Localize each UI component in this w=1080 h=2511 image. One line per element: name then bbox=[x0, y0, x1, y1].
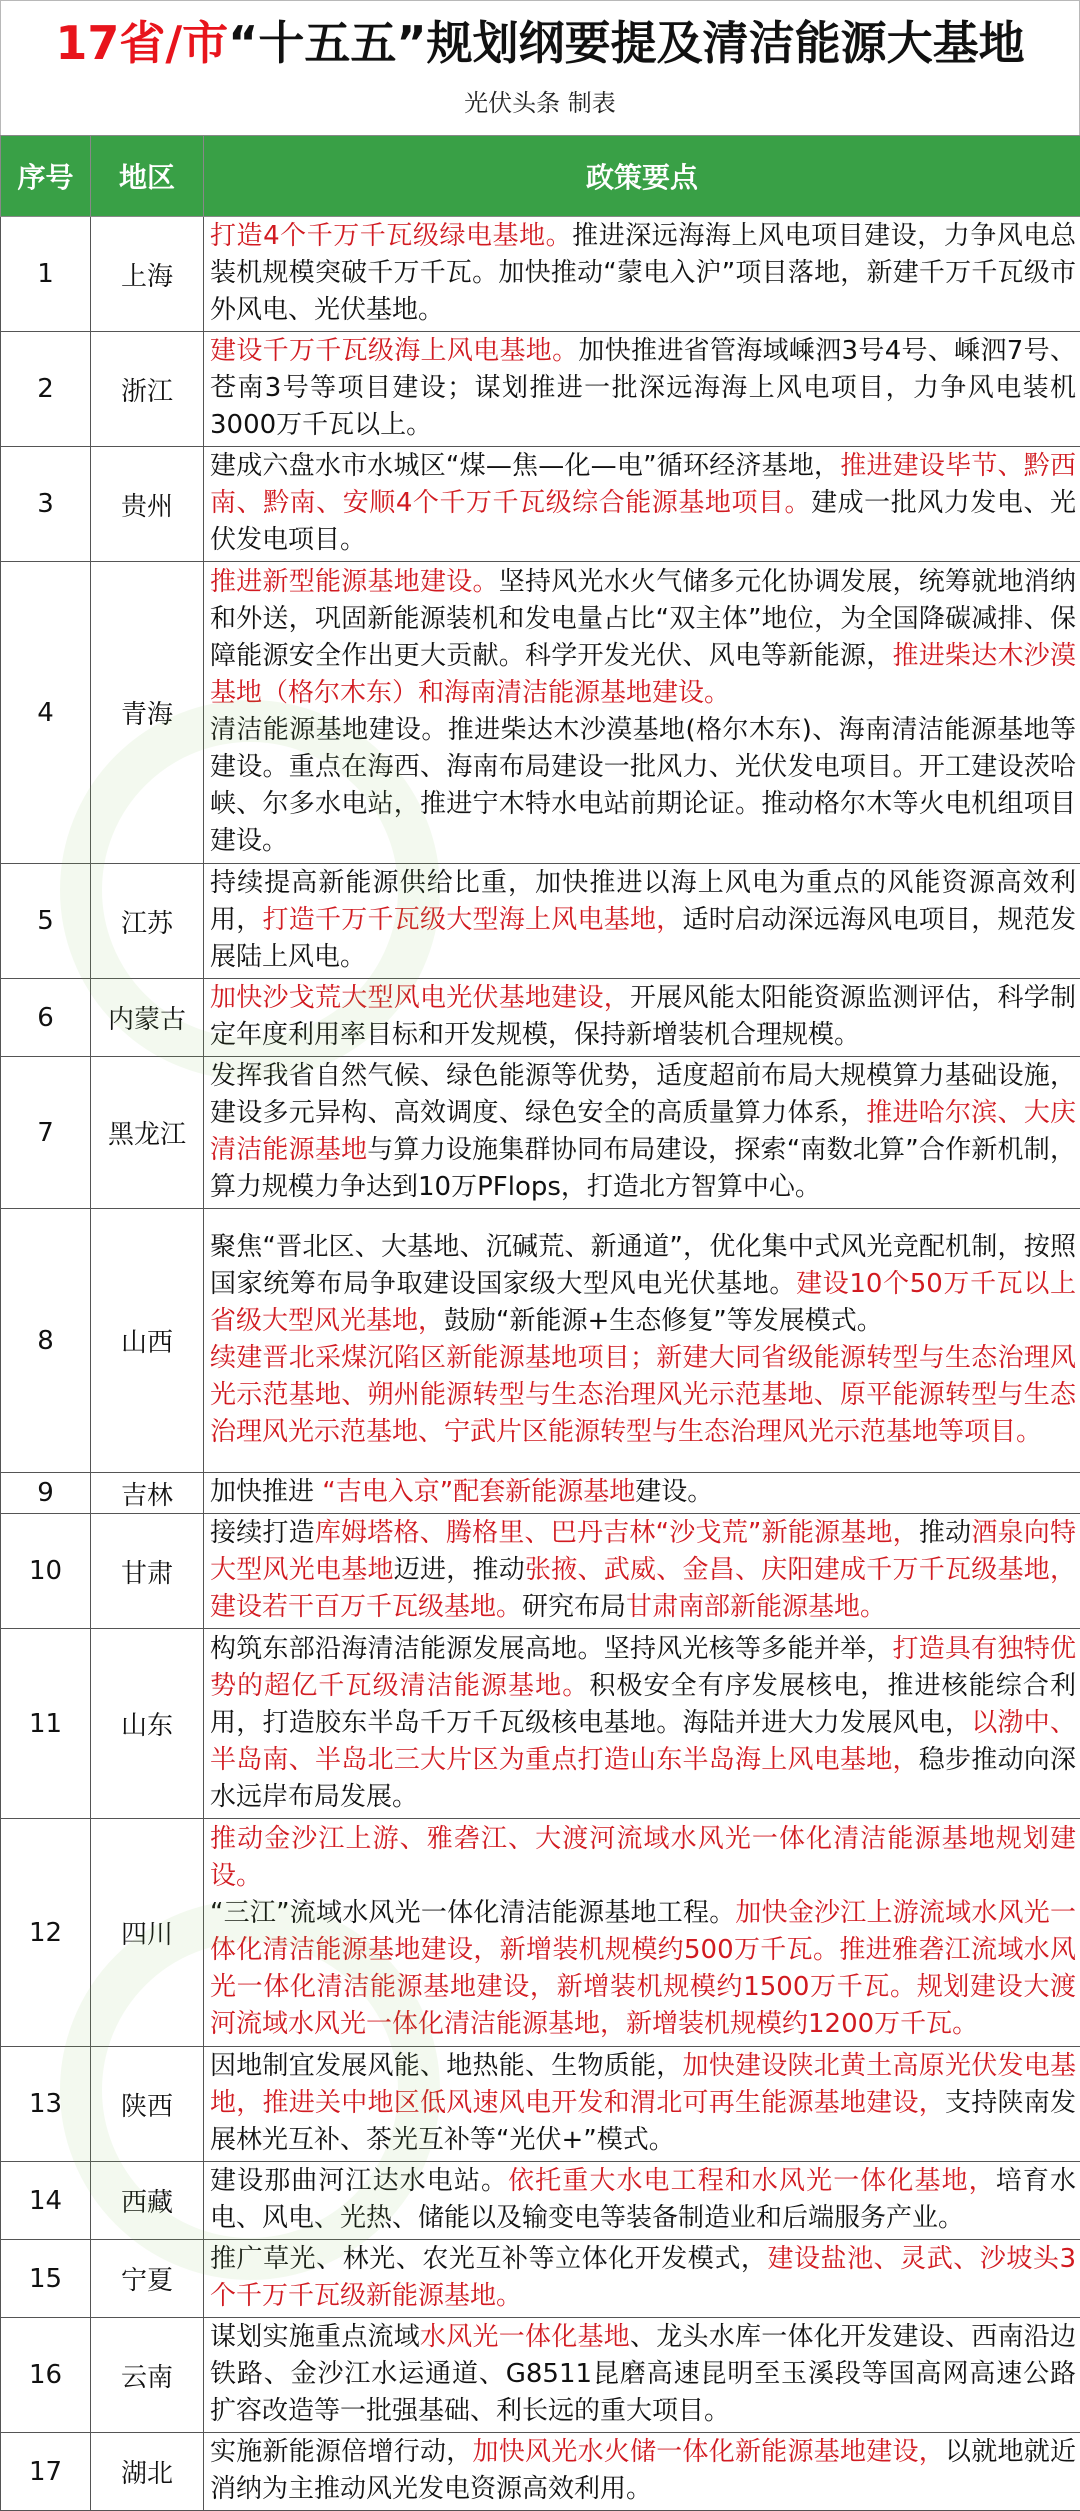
page-subtitle: 光伏头条 制表 bbox=[1, 83, 1079, 123]
row-index: 1 bbox=[1, 217, 91, 332]
policy-text: 建设。 bbox=[635, 1477, 713, 1507]
row-region: 贵州 bbox=[91, 447, 204, 562]
row-region: 甘肃 bbox=[91, 1514, 204, 1629]
row-policy bbox=[204, 1209, 1080, 1473]
row-region: 青海 bbox=[91, 562, 204, 864]
table-row bbox=[1, 1473, 1080, 1514]
policy-highlight-text: 建设盐池、灵武、沙坡头3个千万千瓦级新能源基地。 bbox=[210, 2244, 1076, 2311]
policy-highlight-text: 加快金沙江上游流域水风光一体化清洁能源基地建设，新增装机规模约500万千瓦。推进雅砻江流域水风光一体化清洁能源基地建设，新增装机规模约1500万千瓦。规划建设大渡河流域水风光一体化清洁能源基地，新增装机规模约1200万千瓦。 bbox=[210, 1898, 1076, 2039]
row-policy bbox=[204, 2162, 1080, 2240]
table-row bbox=[1, 217, 1080, 332]
policy-highlight-text: 打造千万千瓦级大型海上风电基地， bbox=[263, 905, 683, 935]
row-region: 陕西 bbox=[91, 2047, 204, 2162]
row-index: 12 bbox=[1, 1819, 91, 2047]
policy-highlight-text: 续建晋北采煤沉陷区新能源基地项目；新建大同省级能源转型与生态治理风光示范基地、朔州能源转型与生态治理风光示范基地、原平能源转型与生态治理风光示范基地、宁武片区能源转型与生态治理风光示范基地等项目。 bbox=[210, 1343, 1076, 1447]
policy-text: 坚持风光水火气储多元化协调发展，统筹就地消纳和外送，巩固新能源装机和发电量占比“双主体”地位，为全国降碳减排、保障能源安全作出更大贡献。科学开发光伏、风电等新能源， bbox=[210, 567, 1076, 671]
row-index: 14 bbox=[1, 2162, 91, 2240]
row-region: 西藏 bbox=[91, 2162, 204, 2240]
policy-text: 加快推进 bbox=[210, 1477, 322, 1507]
page-title bbox=[1, 1, 1079, 83]
policy-highlight-text: 水风光一体化基地 bbox=[420, 2322, 630, 2352]
policy-text: 发挥我省自然气候、绿色能源等优势，适度超前布局大规模算力基础设施，建设多元异构、高效调度、绿色安全的高质量算力体系， bbox=[210, 1061, 1076, 1128]
policy-highlight-text: 库姆塔格、腾格里、巴丹吉林“沙戈荒”新能源基地， bbox=[315, 1518, 919, 1548]
policy-highlight-text: 酒泉向特大型风光电基地 bbox=[210, 1518, 1076, 1585]
row-policy bbox=[204, 2318, 1080, 2433]
header-policy: 政策要点 bbox=[204, 136, 1080, 217]
table-row bbox=[1, 1514, 1080, 1629]
table-row bbox=[1, 2433, 1080, 2511]
row-index: 2 bbox=[1, 332, 91, 447]
title-main: “十五五”规划纲要提及清洁能源大基地 bbox=[228, 16, 1024, 70]
policy-text: 以就地就近消纳为主推动风光发电资源高效利用。 bbox=[210, 2437, 1076, 2504]
row-policy bbox=[204, 2047, 1080, 2162]
row-index: 4 bbox=[1, 562, 91, 864]
table-row bbox=[1, 1209, 1080, 1473]
table-body bbox=[1, 217, 1080, 2511]
policy-text: 、龙头水库一体化开发建设、西南沿边铁路、金沙江水运通道、G8511昆磨高速昆明至玉溪段等国高网高速公路扩容改造等一批强基础、利长远的重大项目。 bbox=[210, 2322, 1076, 2426]
policy-highlight-text: 依托重大水电工程和水风光一体化基地， bbox=[508, 2166, 996, 2196]
table-row bbox=[1, 2047, 1080, 2162]
row-policy bbox=[204, 1514, 1080, 1629]
policy-text: 培育水电、风电、光热、储能以及输变电等装备制造业和后端服务产业。 bbox=[210, 2166, 1076, 2233]
policy-highlight-text: 加快沙戈荒大型风电光伏基地建设， bbox=[210, 983, 630, 1013]
row-region: 宁夏 bbox=[91, 2240, 204, 2318]
policy-text: 开展风能太阳能资源监测评估，科学制定年度利用率目标和开发规模，保持新增装机合理规模。 bbox=[210, 983, 1076, 1050]
table-row bbox=[1, 1629, 1080, 1819]
policy-highlight-text: 打造具有独特优势的超亿千瓦级清洁能源基地。 bbox=[210, 1634, 1076, 1701]
policy-text: 清洁能源基地建设。推进柴达木沙漠基地(格尔木东)、海南清洁能源基地等建设。重点在海西、海南布局建设一批风力、光伏发电项目。开工建设茨哈峡、尔多水电站，推进宁木特水电站前期论证。推动格尔木等火电机组项目建设。 bbox=[210, 715, 1076, 856]
table-row bbox=[1, 2318, 1080, 2433]
policy-highlight-text: 推进柴达木沙漠基地（格尔木东）和海南清洁能源基地建设。 bbox=[210, 641, 1076, 708]
row-policy bbox=[204, 562, 1080, 864]
row-index: 5 bbox=[1, 864, 91, 979]
policy-text: 迈进，推动 bbox=[394, 1555, 525, 1585]
row-index: 9 bbox=[1, 1473, 91, 1514]
row-index: 11 bbox=[1, 1629, 91, 1819]
row-policy bbox=[204, 2240, 1080, 2318]
row-region: 吉林 bbox=[91, 1473, 204, 1514]
policy-text: 加快推进省管海域嵊泗3号4号、嵊泗7号、苍南3号等项目建设；谋划推进一批深远海海上风电项目，力争风电装机3000万千瓦以上。 bbox=[210, 336, 1076, 440]
policy-highlight-text: 推进哈尔滨、大庆清洁能源基地 bbox=[210, 1098, 1076, 1165]
row-policy bbox=[204, 2433, 1080, 2511]
policy-text: 实施新能源倍增行动， bbox=[210, 2437, 473, 2467]
row-index: 6 bbox=[1, 979, 91, 1057]
policy-text: 建设那曲河江达水电站。 bbox=[210, 2166, 508, 2196]
row-index: 7 bbox=[1, 1057, 91, 1209]
policy-text: 推广草光、林光、农光互补等立体化开发模式， bbox=[210, 2244, 767, 2274]
policy-highlight-text: 建设10个50万千瓦以上省级大型风光基地， bbox=[210, 1269, 1076, 1336]
policy-text: 推进深远海海上风电项目建设，力争风电总装机规模突破千万千瓦。加快推动“蒙电入沪”项目落地，新建千万千瓦级市外风电、光伏基地。 bbox=[210, 221, 1076, 325]
policy-text: 聚焦“晋北区、大基地、沉碱荒、新通道”，优化集中式风光竞配机制，按照国家统筹布局争取建设国家级大型风电光伏基地。 bbox=[210, 1232, 1076, 1299]
policy-highlight-text: 打造4个千万千瓦级绿电基地。 bbox=[210, 221, 572, 251]
row-policy bbox=[204, 332, 1080, 447]
policy-text: 接续打造 bbox=[210, 1518, 315, 1548]
row-index: 13 bbox=[1, 2047, 91, 2162]
title-prefix: 17省/市 bbox=[55, 16, 228, 70]
policy-highlight-text: “吉电入京”配套新能源基地 bbox=[322, 1477, 635, 1507]
table-row bbox=[1, 1057, 1080, 1209]
row-region: 黑龙江 bbox=[91, 1057, 204, 1209]
policy-highlight-text: 加快风光水火储一体化新能源基地建设， bbox=[473, 2437, 945, 2467]
policy-text: 稳步推动向深水远岸布局发展。 bbox=[210, 1745, 1076, 1812]
row-region: 上海 bbox=[91, 217, 204, 332]
row-index: 17 bbox=[1, 2433, 91, 2511]
policy-highlight-text: 推进建设毕节、黔西南、黔南、安顺4个千万千瓦级综合能源基地项目。 bbox=[210, 451, 1076, 518]
table-row bbox=[1, 1819, 1080, 2047]
policy-text: 适时启动深远海风电项目，规范发展陆上风电。 bbox=[210, 905, 1076, 972]
row-policy bbox=[204, 1629, 1080, 1819]
row-policy bbox=[204, 1819, 1080, 2047]
policy-highlight-text: 建设千万千瓦级海上风电基地。 bbox=[210, 336, 578, 366]
table-row bbox=[1, 979, 1080, 1057]
row-region: 山西 bbox=[91, 1209, 204, 1473]
policy-highlight-text: 推动金沙江上游、雅砻江、大渡河流域水风光一体化清洁能源基地规划建设。 bbox=[210, 1824, 1076, 1891]
policy-text: 构筑东部沿海清洁能源发展高地。坚持风光核等多能并举， bbox=[210, 1634, 892, 1664]
header-index: 序号 bbox=[1, 136, 91, 217]
row-region: 内蒙古 bbox=[91, 979, 204, 1057]
policy-highlight-text: 张掖、武威、金昌、庆阳建成千万千瓦级基地，建设若干百万千瓦级基地。 bbox=[210, 1555, 1076, 1622]
row-index: 15 bbox=[1, 2240, 91, 2318]
row-region: 浙江 bbox=[91, 332, 204, 447]
policy-highlight-text: 推进新型能源基地建设。 bbox=[210, 567, 499, 597]
row-region: 江苏 bbox=[91, 864, 204, 979]
row-index: 16 bbox=[1, 2318, 91, 2433]
table-row bbox=[1, 2162, 1080, 2240]
row-region: 云南 bbox=[91, 2318, 204, 2433]
title-block bbox=[0, 0, 1080, 135]
table-row bbox=[1, 332, 1080, 447]
policy-highlight-text: 加快建设陕北黄土高原光伏发电基地，推进关中地区低风速风电开发和渭北可再生能源基地建设， bbox=[210, 2051, 1076, 2118]
policy-highlight-text: 以渤中、半岛南、半岛北三大片区为重点打造山东半岛海上风电基地， bbox=[210, 1708, 1076, 1775]
row-policy bbox=[204, 979, 1080, 1057]
policy-text: 鼓励“新能源+生态修复”等发展模式。 bbox=[444, 1306, 883, 1336]
policy-text: 持续提高新能源供给比重，加快推进以海上风电为重点的风能资源高效利用， bbox=[210, 868, 1076, 935]
policy-text: 与算力设施集群协同布局建设，探索“南数北算”合作新机制，算力规模力争达到10万PFlops，打造北方智算中心。 bbox=[210, 1135, 1076, 1202]
policy-text: 谋划实施重点流域 bbox=[210, 2322, 420, 2352]
table-header-row bbox=[1, 136, 1080, 217]
row-policy bbox=[204, 864, 1080, 979]
policy-text: 建成六盘水市水城区“煤—焦—化—电”循环经济基地， bbox=[210, 451, 840, 481]
row-region: 四川 bbox=[91, 1819, 204, 2047]
row-index: 3 bbox=[1, 447, 91, 562]
table-row bbox=[1, 447, 1080, 562]
table-row bbox=[1, 864, 1080, 979]
policy-text: 建成一批风力发电、光伏发电项目。 bbox=[210, 488, 1076, 555]
row-policy bbox=[204, 1473, 1080, 1514]
row-policy bbox=[204, 1057, 1080, 1209]
table-row bbox=[1, 562, 1080, 864]
row-region: 湖北 bbox=[91, 2433, 204, 2511]
policy-text: 推动 bbox=[919, 1518, 971, 1548]
header-region: 地区 bbox=[91, 136, 204, 217]
policy-text: 积极安全有序发展核电，推进核能综合利用，打造胶东半岛千万千瓦级核电基地。海陆并进大力发展风电， bbox=[210, 1671, 1076, 1738]
policy-text: “三江”流域水风光一体化清洁能源基地工程。 bbox=[210, 1898, 735, 1928]
row-policy bbox=[204, 217, 1080, 332]
table-row bbox=[1, 2240, 1080, 2318]
policy-table bbox=[0, 135, 1080, 2511]
row-index: 10 bbox=[1, 1514, 91, 1629]
row-policy bbox=[204, 447, 1080, 562]
policy-text: 因地制宜发展风能、地热能、生物质能， bbox=[210, 2051, 682, 2081]
policy-text: 支持陕南发展林光互补、茶光互补等“光伏+”模式。 bbox=[210, 2088, 1076, 2155]
policy-highlight-text: 甘肃南部新能源基地。 bbox=[626, 1592, 886, 1622]
row-index: 8 bbox=[1, 1209, 91, 1473]
row-region: 山东 bbox=[91, 1629, 204, 1819]
policy-text: 研究布局 bbox=[522, 1592, 626, 1622]
